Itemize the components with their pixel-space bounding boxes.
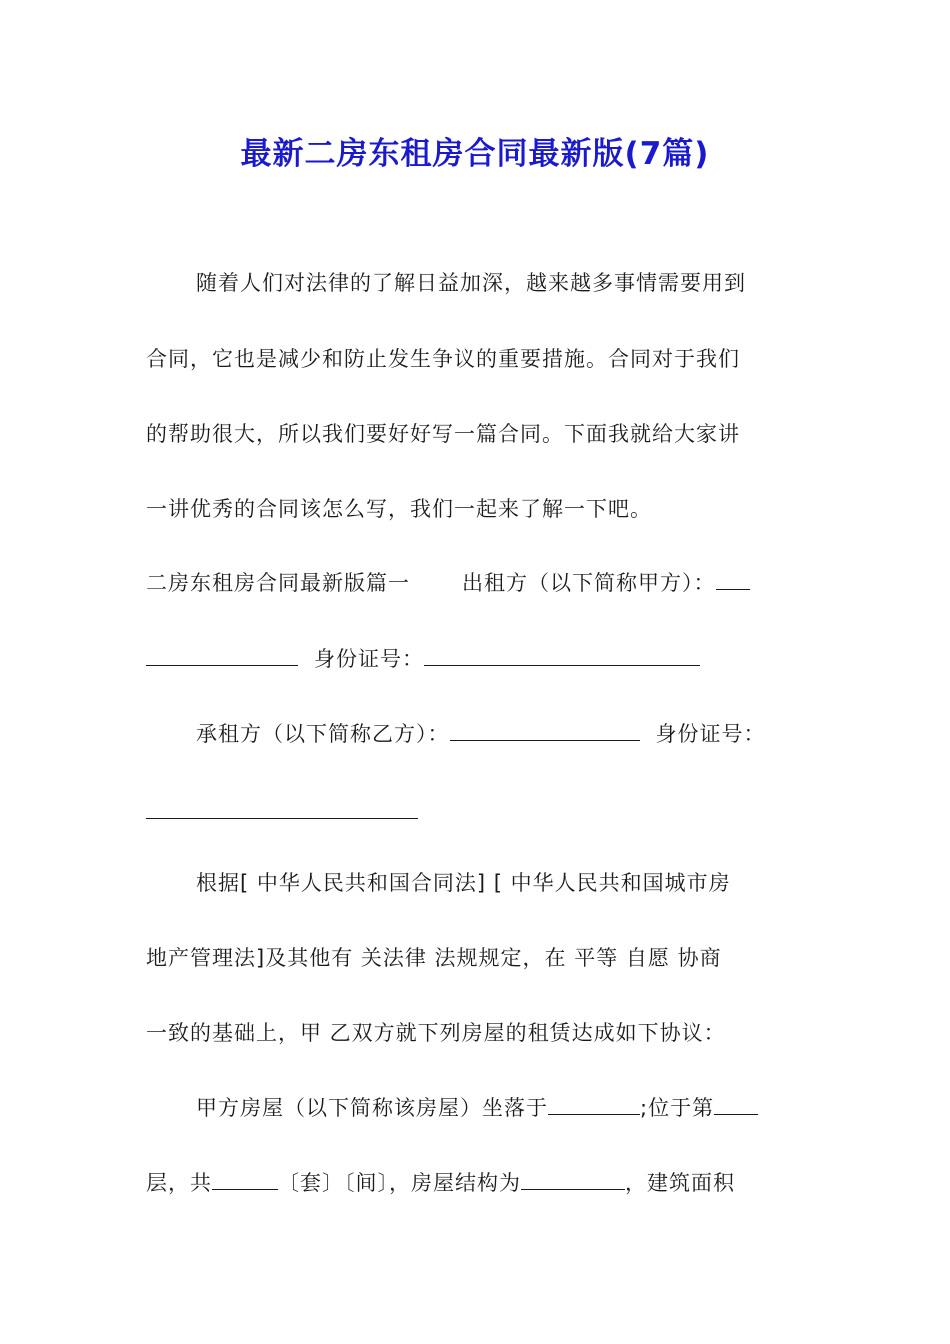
id-label-2: 身份证号： — [655, 722, 766, 746]
lessee-id-blank — [146, 818, 418, 819]
house-line-2 — [146, 1168, 735, 1198]
intro-line-3: 的帮助很大，所以我们要好好写一篇合同。下面我就给大家讲 — [146, 422, 740, 446]
section-heading: 二房东租房合同最新版篇一 — [146, 571, 410, 595]
house-floor-suffix: 层，共 — [146, 1171, 212, 1195]
lessor-id-line — [146, 644, 700, 674]
id-label-1: 身份证号： — [314, 647, 424, 671]
house-line-1 — [196, 1093, 758, 1123]
lessee-name-blank — [450, 722, 640, 741]
house-units-blank — [212, 1171, 278, 1190]
basis-line-1: 根据[ 中华人民共和国合同法] [ 中华人民共和国城市房 — [196, 871, 731, 895]
lessee-line — [196, 719, 766, 749]
house-location-blank — [548, 1096, 640, 1115]
lessor-label: 出租方（以下简称甲方）： — [462, 571, 716, 595]
lessor-name-blank — [716, 571, 750, 590]
basis-line-2: 地产管理法]及其他有 关法律 法规规定，在 平等 自愿 协商 — [146, 946, 722, 970]
intro-line-4: 一讲优秀的合同该怎么写，我们一起来了解一下吧。 — [146, 497, 652, 521]
lessor-name-blank-continued — [146, 647, 298, 666]
house-structure-blank — [521, 1171, 625, 1190]
house-location-label: 甲方房屋（以下简称该房屋）坐落于 — [196, 1096, 548, 1120]
document-title: 最新二房东租房合同最新版(7篇) — [240, 136, 710, 172]
house-area-label: ，建筑面积 — [625, 1171, 735, 1195]
lessee-label: 承租方（以下简称乙方）： — [196, 722, 450, 746]
basis-line-3: 一致的基础上，甲 乙双方就下列房屋的租赁达成如下协议： — [146, 1021, 726, 1045]
house-structure-label: 〔套〕〔间〕，房屋结构为 — [278, 1171, 521, 1195]
section-heading-line — [146, 568, 750, 598]
intro-line-1: 随着人们对法律的了解日益加深，越来越多事情需要用到 — [196, 271, 746, 295]
lessor-id-blank — [424, 647, 700, 666]
house-floor-label: ;位于第 — [640, 1096, 715, 1120]
intro-line-2: 合同，它也是减少和防止发生争议的重要措施。合同对于我们 — [146, 347, 740, 371]
house-floor-blank — [714, 1096, 758, 1115]
